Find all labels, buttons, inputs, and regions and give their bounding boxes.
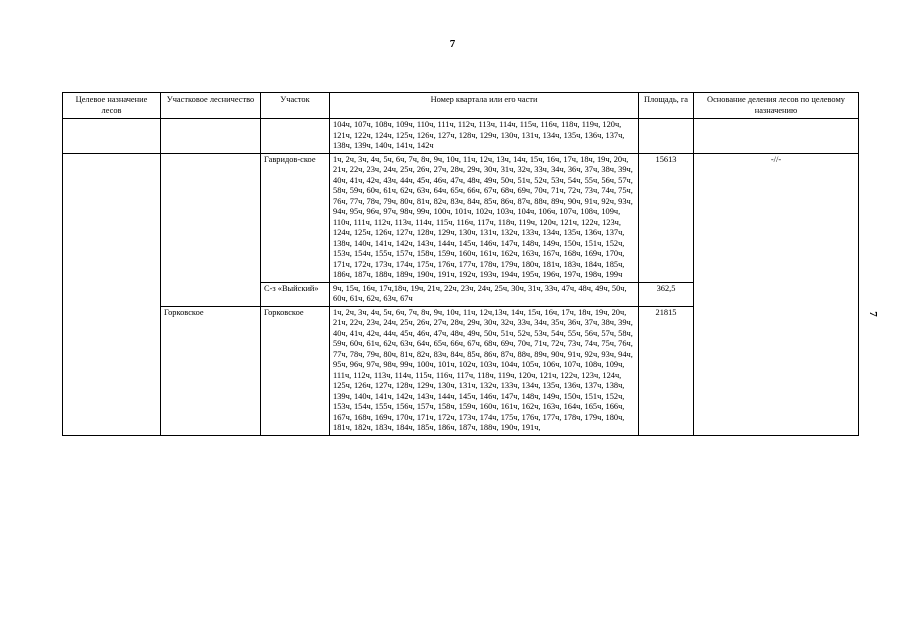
header-basis: Основание деления лесов по целевому назначению [694,93,859,119]
cell-site: Гавридов-ское [261,153,330,282]
cell-quarters: 1ч, 2ч, 3ч, 4ч, 5ч, 6ч, 7ч, 8ч, 9ч, 10ч, 11ч, 12ч,13ч, 14ч, 15ч, 16ч, 17ч, 18ч, 19ч, 20ч, 21ч, 22ч, 23ч, 24ч, 25ч, 26ч, 27ч, 28ч, 29ч, 30ч, 32ч, 33ч, 34ч, 35ч, 36ч, 37ч, 38ч, 39ч, 40ч, 41ч, 42ч, 44ч, 45ч, 46ч, 47ч, 48ч, 49ч, 50ч, 51ч, 52ч, 53ч, 54ч, 55ч, 56ч, 57ч, 58ч, 59ч, 60ч, 61ч, 62ч, 63ч, 64ч, 65ч, 66ч, 67ч, 68ч, 69ч, 70ч, 71ч, 72ч, 73ч, 74ч, 75ч, 76ч, 77ч, 78ч, 79ч, 80ч, 81ч, 82ч, 83ч, 84ч, 85ч, 86ч, 87ч, 88ч, 89ч, 90ч, 91ч, 92ч, 93ч, 94ч, 95ч, 96ч, 97ч, 98ч, 99ч, 100ч, 101ч, 102ч, 103ч, 104ч, 105ч, 106ч, 107ч, 108ч, 109ч, 111ч, 112ч, 113ч, 114ч, 115ч, 116ч, 117ч, 118ч, 119ч, 120ч, 121ч, 122ч, 123ч, 124ч, 125ч, 126ч, 127ч, 128ч, 129ч, 130ч, 131ч, 132ч, 133ч, 134ч, 135ч, 136ч, 137ч, 138ч, 139ч, 140ч, 141ч, 142ч, 143ч, 144ч, 145ч, 146ч, 147ч, 148ч, 149ч, 150ч, 151ч, 152ч, 153ч, 154ч, 155ч, 156ч, 157ч, 158ч, 159ч, 160ч, 161ч, 162ч, 163ч, 164ч, 165ч, 166ч, 167ч, 168ч, 169ч, 170ч, 171ч, 172ч, 173ч, 174ч, 175ч, 176ч, 177ч, 178ч, 179ч, 180ч, 181ч, 182ч, 183ч, 184ч, 185ч, 186ч, 187ч, 188ч, 190ч, 191ч, [330,306,639,435]
cell-area: 15613 [639,153,694,282]
cell-area: 362,5 [639,282,694,306]
cell-forestry [161,119,261,154]
cell-area [639,119,694,154]
page-number: 7 [449,38,456,50]
header-quarters: Номер квартала или его части [330,93,639,119]
header-purpose: Целевое назначение лесов [63,93,161,119]
cell-area: 21815 [639,306,694,435]
cell-site: С-з «Выйский» [261,282,330,306]
cell-forestry [161,153,261,306]
cell-quarters: 9ч, 15ч, 16ч, 17ч,18ч, 19ч, 21ч, 22ч, 23ч, 24ч, 25ч, 30ч, 31ч, 33ч, 47ч, 48ч, 49ч, 50ч, 60ч, 61ч, 62ч, 63ч, 67ч [330,282,639,306]
header-area: Площадь, га [639,93,694,119]
header-forestry: Участковое лесничество [161,93,261,119]
cell-site: Горковское [261,306,330,435]
header-site: Участок [261,93,330,119]
table-row [63,119,859,154]
cell-quarters: 104ч, 107ч, 108ч, 109ч, 110ч, 111ч, 112ч, 113ч, 114ч, 115ч, 116ч, 118ч, 119ч, 120ч, 121ч, 122ч, 124ч, 125ч, 126ч, 127ч, 128ч, 129ч, 130ч, 131ч, 134ч, 135ч, 136ч, 137ч, 138ч, 139ч, 140ч, 141ч, 142ч [330,119,639,154]
table-row [63,153,859,282]
forest-purpose-table [62,92,859,436]
cell-basis [694,119,859,154]
side-page-number: 7 [866,311,879,317]
cell-forestry: Горковское [161,306,261,435]
cell-basis: -//- [694,153,859,435]
cell-purpose [63,119,161,154]
cell-purpose [63,153,161,435]
table-header-row [63,93,859,119]
cell-site [261,119,330,154]
cell-quarters: 1ч, 2ч, 3ч, 4ч, 5ч, 6ч, 7ч, 8ч, 9ч, 10ч, 11ч, 12ч, 13ч, 14ч, 15ч, 16ч, 17ч, 18ч, 19ч, 20ч, 21ч, 22ч, 23ч, 24ч, 25ч, 26ч, 27ч, 28ч, 29ч, 30ч, 31ч, 32ч, 33ч, 34ч, 36ч, 37ч, 38ч, 39ч, 40ч, 41ч, 42ч, 43ч, 44ч, 45ч, 46ч, 47ч, 48ч, 49ч, 50ч, 51ч, 52ч, 53ч, 54ч, 55ч, 56ч, 57ч, 58ч, 59ч, 60ч, 61ч, 62ч, 63ч, 64ч, 65ч, 66ч, 67ч, 68ч, 69ч, 70ч, 71ч, 72ч, 73ч, 74ч, 75ч, 76ч, 77ч, 78ч, 79ч, 80ч, 81ч, 82ч, 83ч, 84ч, 85ч, 86ч, 87ч, 88ч, 89ч, 90ч, 91ч, 92ч, 93ч, 94ч, 95ч, 96ч, 97ч, 98ч, 99ч, 100ч, 101ч, 102ч, 103ч, 104ч, 106ч, 107ч, 108ч, 109ч, 110ч, 111ч, 112ч, 113ч, 114ч, 115ч, 116ч, 117ч, 118ч, 119ч, 120ч, 121ч, 122ч, 123ч, 124ч, 125ч, 126ч, 127ч, 128ч, 129ч, 130ч, 131ч, 132ч, 133ч, 134ч, 135ч, 136ч, 137ч, 138ч, 140ч, 141ч, 142ч, 143ч, 144ч, 145ч, 146ч, 147ч, 148ч, 149ч, 150ч, 151ч, 152ч, 153ч, 154ч, 155ч, 157ч, 158ч, 159ч, 160ч, 161ч, 162ч, 163ч, 167ч, 168ч, 169ч, 170ч, 171ч, 172ч, 173ч, 174ч, 175ч, 176ч, 177ч, 178ч, 179ч, 180ч, 181ч, 183ч, 184ч, 185ч, 186ч, 187ч, 188ч, 189ч, 190ч, 191ч, 192ч, 193ч, 194ч, 195ч, 196ч, 197ч, 198ч, 199ч [330,153,639,282]
